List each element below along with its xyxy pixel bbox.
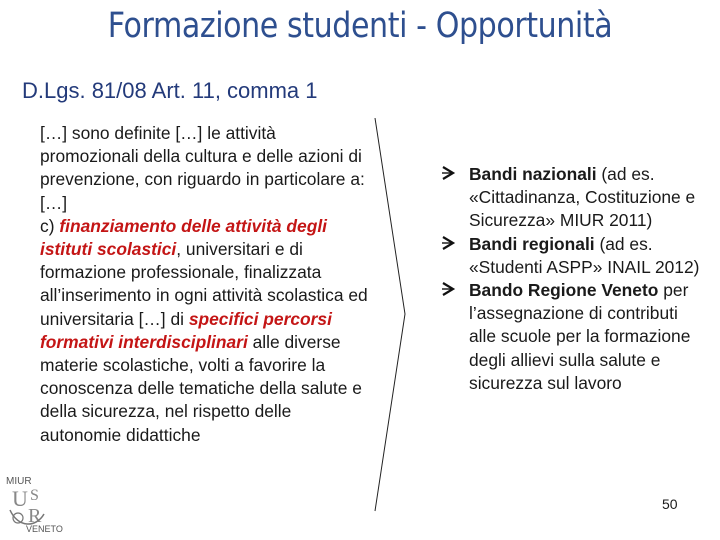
list-item-text: (ad es. «Studenti ASPP» INAIL 2012)	[469, 233, 700, 277]
list-item-text: per l’assegnazione di contributi alle scuole per la formazione degli allievi sulla salute e sicurezza sul lavoro	[469, 280, 691, 393]
miur-veneto-logo	[4, 470, 66, 534]
logo-letter-u: U	[12, 486, 28, 511]
item-prefix: c)	[40, 215, 60, 236]
highlight-courses: specifici percorsi formativi interdisciplinari	[40, 308, 332, 352]
arrow-bullet-icon	[440, 163, 458, 189]
right-bullet-list	[440, 163, 700, 395]
left-text-block	[40, 122, 375, 447]
logo-text-veneto: VENETO	[26, 524, 63, 534]
chevron-divider	[370, 118, 410, 513]
arrow-bullet-icon	[440, 233, 458, 259]
page-number: 50	[662, 496, 678, 512]
list-item-bold: Bandi regionali	[469, 233, 595, 254]
list-item	[440, 233, 700, 279]
list-item-bold: Bandi nazionali	[469, 164, 597, 184]
list-item-text: (ad es. «Cittadinanza, Costituzione e Sicurezza» MIUR 2011)	[469, 164, 696, 231]
logo-text-miur: MIUR	[6, 476, 32, 487]
slide-title: Formazione studenti - Opportunità	[107, 6, 613, 46]
slide-subtitle: D.Lgs. 81/08 Art. 11, comma 1	[22, 78, 318, 103]
left-paragraph-1: […] sono definite […] le attività promozionali della cultura e delle azioni di prevenzione, con riguardo in particolare a:	[40, 123, 365, 190]
arrow-bullet-icon	[440, 279, 458, 305]
logo-letter-s: S	[30, 487, 39, 504]
paragraph-text: alle diverse materie scolastiche, volti a favorire la conoscenza delle tematiche della salute e della sicurezza, nel rispetto delle autonomie didattiche	[40, 331, 362, 445]
left-paragraph-3	[40, 215, 375, 447]
paragraph-text: , universitari e di formazione professionale, finalizzata all’inserimento in ogni attività scolastica ed universitaria […] di	[40, 239, 368, 329]
logo-letter-r: R	[28, 505, 42, 527]
list-item-bold: Bando Regione Veneto	[469, 280, 659, 301]
highlight-financing: finanziamento delle attività degli istituti scolastici	[40, 215, 327, 260]
list-item	[440, 163, 700, 233]
list-item	[440, 279, 700, 395]
left-paragraph-2: […]	[40, 192, 68, 213]
